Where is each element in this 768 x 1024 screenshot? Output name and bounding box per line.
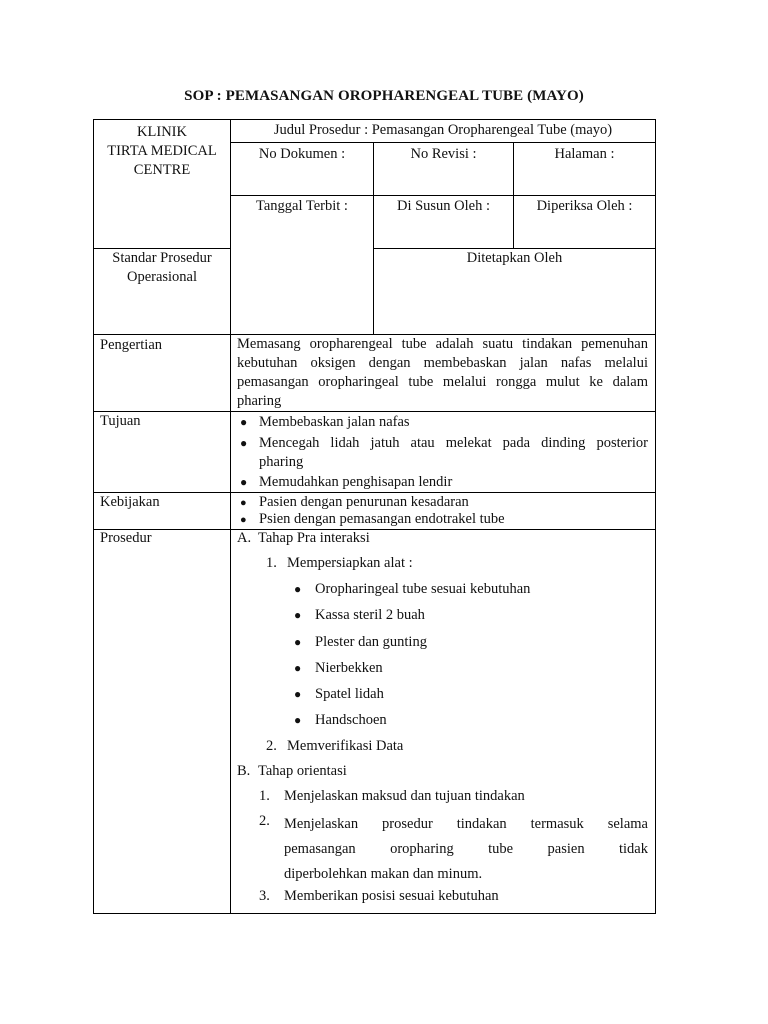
step-marker: 3. (259, 888, 270, 904)
kebijakan-item: Pasien dengan penurunan kesadaran (259, 494, 469, 510)
bullet-icon: ● (294, 661, 302, 675)
bullet-icon: ● (294, 608, 302, 622)
step-marker: 1. (259, 788, 270, 804)
tujuan-item: Memudahkan penghisapan lendir (259, 474, 453, 490)
tujuan-item-line: Mencegah lidah jatuh atau melekat pada dinding posterior (259, 435, 648, 451)
bullet-icon: ● (294, 582, 302, 596)
step-marker: 1. (266, 555, 277, 571)
no-revisi-label: No Revisi : (410, 146, 477, 162)
bullet-icon: ● (240, 497, 247, 509)
alat-item: Nierbekken (315, 660, 383, 676)
pengertian-line: pharing (237, 393, 282, 409)
bullet-icon: ● (240, 415, 248, 429)
bullet-icon: ● (240, 475, 248, 489)
pengertian-line: kebutuhan oksigen dengan membebaskan jalan nafas melalui (237, 355, 648, 371)
tujuan-item: Membebaskan jalan nafas (259, 414, 410, 430)
section-marker: A. (237, 530, 252, 546)
step-text-line: Menjelaskan prosedur tindakan termasuk selama (284, 816, 648, 832)
pengertian-label: Pengertian (100, 337, 163, 353)
bullet-icon: ● (240, 514, 247, 526)
no-dokumen-label: No Dokumen : (258, 146, 346, 162)
bullet-icon: ● (294, 635, 302, 649)
disusun-oleh-label: Di Susun Oleh : (396, 198, 491, 214)
sop-label-line: Operasional (126, 269, 198, 285)
bullet-icon: ● (294, 687, 302, 701)
bullet-icon: ● (240, 436, 248, 450)
step-text: Memberikan posisi sesuai kebutuhan (284, 888, 499, 904)
document-title: SOP : PEMASANGAN OROPHARENGEAL TUBE (MAYO) (184, 88, 584, 104)
section-marker: B. (237, 763, 251, 779)
alat-item: Kassa steril 2 buah (315, 607, 425, 623)
clinic-name-line: CENTRE (133, 162, 191, 178)
alat-item: Handschoen (315, 712, 387, 728)
halaman-label: Halaman : (554, 146, 615, 162)
clinic-name-line: TIRTA MEDICAL (107, 143, 217, 159)
tanggal-terbit-label: Tanggal Terbit : (256, 198, 348, 214)
pengertian-text (237, 335, 648, 411)
step-marker: 2. (259, 813, 270, 829)
clinic-name-line: KLINIK (137, 124, 187, 140)
ditetapkan-oleh-label: Ditetapkan Oleh (466, 250, 563, 266)
alat-item: Plester dan gunting (315, 634, 427, 650)
section-title: Tahap orientasi (258, 763, 347, 779)
sop-label-line: Standar Prosedur (112, 250, 212, 266)
sop-label (94, 249, 230, 287)
step-title: Mempersiapkan alat : (287, 555, 413, 571)
diperiksa-oleh-label: Diperiksa Oleh : (536, 198, 633, 214)
alat-item: Spatel lidah (315, 686, 384, 702)
clinic-name (94, 123, 230, 180)
pengertian-line: pemasangan oropharingeal tube melalui rongga mulut ke dalam (237, 374, 648, 390)
step-title: Memverifikasi Data (287, 738, 404, 754)
tujuan-label: Tujuan (100, 413, 141, 429)
tujuan-item (259, 434, 648, 472)
prosedur-label: Prosedur (100, 530, 152, 546)
pengertian-line: Memasang oropharengeal tube adalah suatu tindakan pemenuhan (237, 336, 648, 352)
kebijakan-item: Psien dengan pemasangan endotrakel tube (259, 511, 505, 527)
kebijakan-label: Kebijakan (100, 494, 160, 510)
bullet-icon: ● (294, 713, 302, 727)
alat-item: Oropharingeal tube sesuai kebutuhan (315, 581, 531, 597)
step-marker: 2. (266, 738, 277, 754)
step-text-line: diperbolehkan makan dan minum. (284, 866, 483, 882)
step-text (284, 812, 648, 887)
section-title: Tahap Pra interaksi (258, 530, 370, 546)
judul-prosedur: Judul Prosedur : Pemasangan Oropharengeal Tube (mayo) (273, 122, 613, 138)
tujuan-item-line: pharing (259, 454, 304, 470)
step-text-line: pemasangan oropharing tube pasien tidak (284, 841, 648, 857)
step-text: Menjelaskan maksud dan tujuan tindakan (284, 788, 525, 804)
